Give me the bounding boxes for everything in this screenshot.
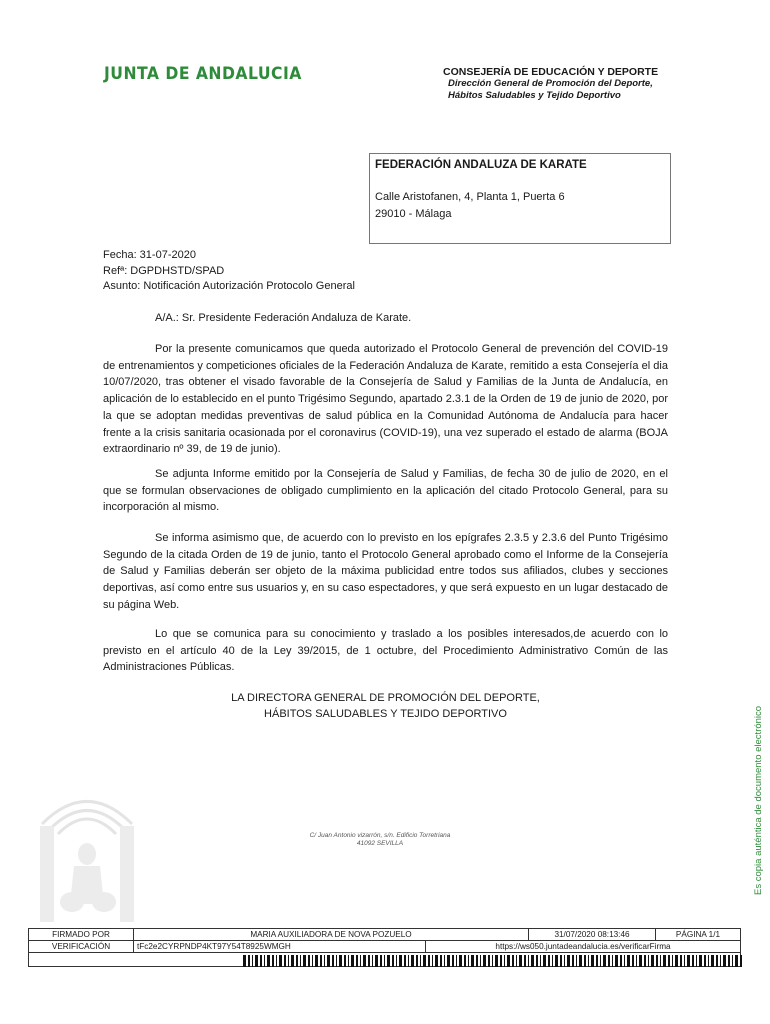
table-row: [29, 929, 741, 941]
page-number: PÁGINA 1/1: [656, 929, 741, 941]
firmado-value: MARIA AUXILIADORA DE NOVA POZUELO: [134, 929, 529, 941]
letter-date: Fecha: 31-07-2020: [103, 249, 196, 261]
recipient-address-box: [369, 153, 671, 244]
firmado-label: FIRMADO POR: [29, 929, 134, 941]
salutation: A/A.: Sr. Presidente Federación Andaluza de Karate.: [155, 312, 412, 324]
paragraph-3: Se informa asimismo que, de acuerdo con lo previsto en los epígrafes 2.3.5 y 2.3.6 del Punto Trigésimo Segundo de la citada Orden de 19 de junio, tanto el Protocolo General aprobado como el Informe de la Consejería de Salud y Familias deberán ser objeto de la máxima publicidad entre todos sus afiliados, clubes y secciones deportivas, así como entre sus usuarios y, en su caso espectadores, y que será expuesto en un lugar destacado de su página Web.: [103, 532, 668, 611]
verification-barcode: [243, 955, 743, 967]
verificacion-url[interactable]: https://ws050.juntadeandalucia.es/verificarFirma: [426, 941, 741, 953]
recipient-address-line-1: Calle Aristofanen, 4, Planta 1, Puerta 6: [375, 191, 565, 203]
footer-address: [280, 832, 480, 848]
signature-block: [103, 690, 668, 722]
consejeria-title: CONSEJERÍA DE EDUCACIÓN Y DEPORTE: [443, 66, 659, 78]
junta-andalucia-logo: JUNTA DE ANDALUCIA: [104, 64, 302, 84]
signature-line-2: HÁBITOS SALUDABLES Y TEJIDO DEPORTIVO: [264, 708, 507, 720]
direccion-line-1: Dirección General de Promoción del Deporte,: [448, 78, 653, 89]
footer-address-line-2: 41092 SEVILLA: [356, 840, 404, 847]
paragraph-4: Lo que se comunica para su conocimiento y traslado a los posibles interesados,de acuerdo con lo previsto en el artículo 40 de la Ley 39/2015, de 1 octubre, del Procedimiento Administrativo Común de las Administraciones Públicas.: [103, 628, 668, 674]
paragraph-2: Se adjunta Informe emitido por la Consejería de Salud y Familias, de fecha 30 de julio de 2020, en el que se formulan observaciones de obligado cumplimiento en la aplicación del citado Protocolo General, para su incorporación al mismo.: [103, 468, 668, 514]
recipient-address-line-2: 29010 - Málaga: [375, 208, 452, 220]
verificacion-code: tFc2e2CYRPNDP4KT97Y54T8925WMGH: [134, 941, 426, 953]
andalucia-emblem-watermark: [32, 784, 142, 924]
recipient-name: FEDERACIÓN ANDALUZA DE KARATE: [375, 159, 587, 171]
table-row: [29, 941, 741, 953]
direccion-line-2: Hábitos Saludables y Tejido Deportivo: [448, 90, 621, 101]
authentic-copy-note: Es copia auténtica de documento electrónico: [753, 705, 764, 895]
signature-line-1: LA DIRECTORA GENERAL DE PROMOCIÓN DEL DEPORTE,: [231, 692, 540, 704]
footer-address-line-1: C/ Juan Antonio vizarrón, s/n. Edificio Torretriana: [309, 832, 451, 839]
letter-meta: [103, 248, 355, 295]
letter-subject: Asunto: Notificación Autorización Protocolo General: [103, 280, 355, 292]
letter-reference: Refª: DGPDHSTD/SPAD: [103, 264, 225, 277]
verificacion-label: VERIFICACIÓN: [29, 941, 134, 953]
signature-date: 31/07/2020 08:13:46: [529, 929, 656, 941]
paragraph-1: Por la presente comunicamos que queda autorizado el Protocolo General de prevención del COVID-19 de entrenamientos y competiciones oficiales de la Federación Andaluza de Karate, remitido a esta Consejería el dia 10/07/2020, tras obtener el visado favorable de la Consejería de Salud y Familias de la Junta de Andalucía, en aplicación de lo establecido en el punto Trigésimo Segundo, apartado 2.3.1 de la Orden de 19 de junio de 2020, por la que se adoptan medidas preventivas de salud pública en la Comunidad Autónoma de Andalucía para hacer frente a la crisis sanitaria ocasionada por el coronavirus (COVID-19), una vez superado el estado de alarma (BOJA extraordinario nº 39, de 19 de junio).: [103, 343, 668, 456]
header-department: [443, 66, 658, 102]
